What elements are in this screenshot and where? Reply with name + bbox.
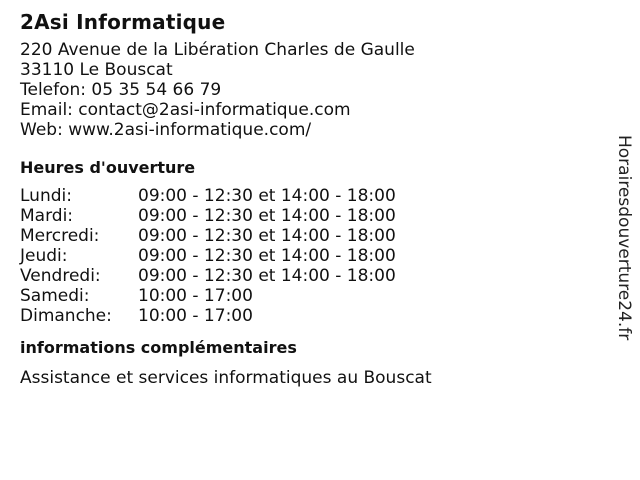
day-label: Mercredi:: [20, 226, 100, 246]
web-line: Web: www.2asi-informatique.com/: [20, 120, 312, 140]
hours-row: [20, 286, 600, 306]
site-watermark: Horairesdouverture24.fr: [614, 135, 634, 341]
day-times: 09:00 - 12:30 et 14:00 - 18:00: [138, 226, 396, 246]
day-label: Jeudi:: [20, 246, 68, 266]
day-times: 09:00 - 12:30 et 14:00 - 18:00: [138, 246, 396, 266]
hours-row: [20, 266, 600, 286]
hours-row: [20, 226, 600, 246]
day-label: Samedi:: [20, 286, 90, 306]
hours-heading: Heures d'ouverture: [20, 158, 196, 177]
day-label: Dimanche:: [20, 306, 112, 326]
hours-row: [20, 306, 600, 326]
day-times: 10:00 - 17:00: [138, 286, 253, 306]
day-label: Mardi:: [20, 206, 74, 226]
address-line-2: 33110 Le Bouscat: [20, 60, 173, 80]
day-label: Lundi:: [20, 186, 72, 206]
day-times: 09:00 - 12:30 et 14:00 - 18:00: [138, 206, 396, 226]
day-times: 09:00 - 12:30 et 14:00 - 18:00: [138, 186, 396, 206]
hours-row: [20, 186, 600, 206]
day-times: 09:00 - 12:30 et 14:00 - 18:00: [138, 266, 396, 286]
info-heading: informations complémentaires: [20, 338, 297, 357]
hours-row: [20, 206, 600, 226]
phone-line: Telefon: 05 35 54 66 79: [20, 80, 222, 100]
hours-row: [20, 246, 600, 266]
info-text: Assistance et services informatiques au Bouscat: [20, 368, 432, 388]
email-line: Email: contact@2asi-informatique.com: [20, 100, 351, 120]
hours-list: [20, 186, 600, 326]
day-label: Vendredi:: [20, 266, 101, 286]
address-line-1: 220 Avenue de la Libération Charles de Gaulle: [20, 40, 415, 60]
business-name: 2Asi Informatique: [20, 10, 226, 34]
day-times: 10:00 - 17:00: [138, 306, 253, 326]
business-card: [20, 10, 600, 388]
